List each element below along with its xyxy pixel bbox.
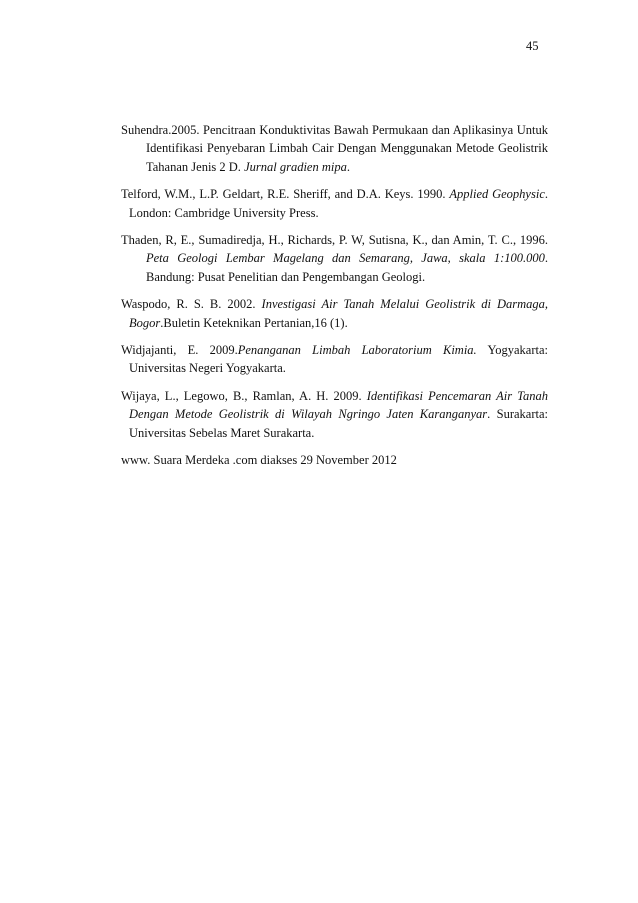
reference-title: Peta Geologi Lembar Magelang dan Semarang, Jawa, skala 1:100.000 [146,251,545,266]
reference-entry [121,121,548,176]
reference-list [121,121,548,479]
reference-entry [121,387,548,442]
page-number: 45 [526,39,539,53]
reference-text: .Buletin Keteknikan Pertanian,16 (1). [160,315,348,330]
reference-text: . London: Cambridge University Press. [129,187,548,220]
reference-entry [121,295,548,332]
reference-entry [121,185,548,222]
reference-title: Penanganan Limbah Laboratorium Kimia. [237,343,477,358]
reference-entry [121,451,548,469]
reference-text: Suhendra.2005. Pencitraan Konduktivitas Bawah Permukaan dan Aplikasinya Untuk Identifikasi Penyebaran Limbah Cair Dengan Menggunakan Metode Geolistrik Tahanan Jenis 2 D. [121,123,548,174]
reference-text: Yogyakarta: Universitas Negeri Yogyakarta. [129,343,548,376]
reference-text: . [346,159,350,174]
reference-text: . Bandung: Pusat Penelitian dan Pengembangan Geologi. [146,251,548,284]
reference-text: Widjajanti, E. 2009. [121,343,238,358]
reference-text: . Surakarta: Universitas Sebelas Maret Surakarta. [129,407,548,440]
reference-title: Applied Geophysic [449,187,545,202]
reference-text: www. Suara Merdeka .com diakses 29 November 2012 [121,453,397,468]
reference-title: Jurnal gradien mipa [244,159,347,174]
reference-text: Telford, W.M., L.P. Geldart, R.E. Sheriff, and D.A. Keys. 1990. [121,187,450,202]
reference-text: Wijaya, L., Legowo, B., Ramlan, A. H. 2009. [121,388,367,403]
reference-text: Waspodo, R. S. B. 2002. [121,297,262,312]
reference-entry [121,341,548,378]
reference-title: Investigasi Air Tanah Melalui Geolistrik di Darmaga, Bogor [129,297,548,330]
reference-entry [121,231,548,286]
reference-text: Thaden, R, E., Sumadiredja, H., Richards, P. W, Sutisna, K., dan Amin, T. C., 1996. [121,233,548,248]
reference-title: Identifikasi Pencemaran Air Tanah Dengan Metode Geolistrik di Wilayah Ngringo Jaten Karanganyar [129,388,548,422]
